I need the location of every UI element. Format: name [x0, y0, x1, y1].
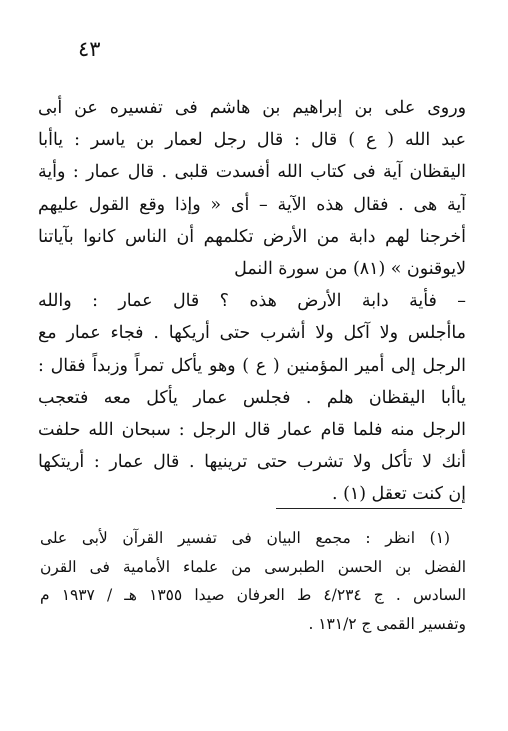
text-line: عبد الله ( ع ) قال : قال رجل لعمار بن ياسر : ياأبا: [38, 130, 466, 151]
text-line: الرجل منه فلما قام عمار قال الرجل : سبحان الله حلفت: [38, 419, 466, 440]
text-line: لايوقنون » (٨١) من سورة النمل: [234, 258, 466, 279]
text-line: إن كنت تعقل (١) .: [332, 484, 466, 505]
footnotes: [40, 524, 466, 638]
footnote-line: (١) انظر : مجمع البيان فى تفسير القرآن لأبى على: [40, 529, 450, 547]
footnote-line: وتفسير القمى ج ١٣١/٢ .: [308, 614, 466, 633]
text-line: ياأبا اليقظان هلم . فجلس عمار يأكل معه فتعجب: [38, 387, 466, 408]
text-line: – فأية دابة الأرض هذه ؟ قال عمار : والله: [38, 291, 466, 312]
text-line: أخرجنا لهم دابة من الأرض تكلمهم أن الناس كانوا بآياتنا: [38, 226, 466, 247]
text-line: ماأجلس ولا آكل ولا أشرب حتى أريكها . فجاء عمار مع: [38, 323, 466, 344]
text-line: أنك لا تأكل ولا تشرب حتى ترينيها . قال عمار : أريتكها: [38, 452, 466, 473]
footnote-line: السادس . ج ٤/٢٣٤ ط العرفان صيدا ١٣٥٥ هـ / ١٩٣٧ م: [40, 586, 466, 604]
footnote-divider: [276, 508, 462, 509]
page-number: ٤٣: [78, 37, 101, 61]
text-line: آية هى . فقال هذه الآية – أى « وإذا وقع القول عليهم: [38, 194, 466, 215]
footnote-line: الفضل بن الحسن الطبرسى من علماء الأمامية فى القرن: [40, 557, 466, 576]
text-line: الرجل إلى أمير المؤمنين ( ع ) وهو يأكل تمراً وزبداً فقال :: [38, 355, 466, 376]
main-text: [38, 92, 466, 510]
text-line: وروى على بن إبراهيم بن هاشم فى تفسيره عن أبى: [38, 98, 466, 118]
text-line: اليقظان آية فى كتاب الله أفسدت قلبى . قال عمار : وأية: [38, 162, 466, 183]
